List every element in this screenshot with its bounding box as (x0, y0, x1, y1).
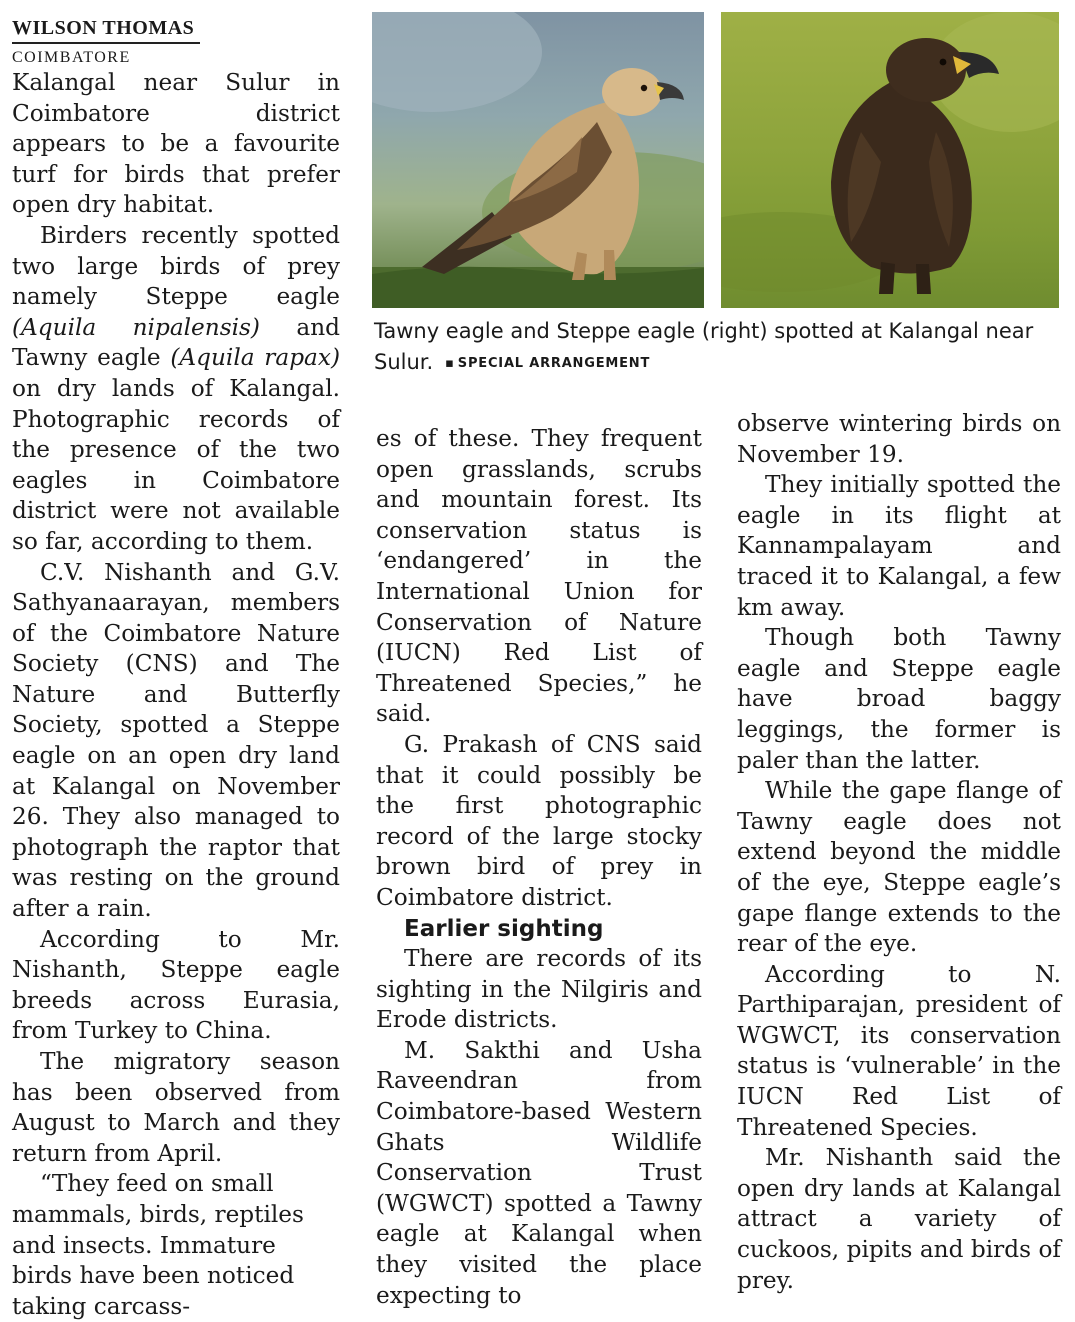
paragraph-migratory: The migratory season has been observed from August to March and they return from April. (12, 1048, 340, 1167)
paragraph-wintering: observe wintering birds on November 19. (737, 410, 1061, 468)
caption-text: Tawny eagle and Steppe eagle (right) spotted at Kalangal near Sulur. (374, 319, 1034, 374)
paragraph-wgwct: M. Sakthi and Usha Raveendran from Coimbatore-based Western Ghats Wildlife Conservation Trust (WGWCT) spotted a Tawny eagle at Kalangal when they visited the place expecting to (376, 1036, 702, 1309)
steppe-eagle-photo (721, 12, 1059, 308)
tawny-eagle-photo (372, 12, 704, 308)
paragraph-closing: Mr. Nishanth said the open dry lands at Kalangal attract a variety of cuckoos, pipits and birds of prey. (737, 1144, 1061, 1294)
paragraph-parthiparajan: According to N. Parthiparajan, president of WGWCT, its conservation status is ‘vulnerable’ in the IUCN Red List of Threatened Species. (737, 960, 1061, 1141)
tawny-eagle-illustration (372, 12, 704, 308)
dateline: COIMBATORE (12, 49, 131, 66)
scientific-name-tawny: (Aquila rapax) (170, 344, 341, 372)
byline-rule (12, 42, 200, 44)
text-span: on dry lands of Kalangal. Photographic records of the presence of the two eagles in Coimbatore district were not available so far, according to them. (12, 374, 340, 555)
author-name: WILSON THOMAS (12, 17, 195, 39)
paragraph-birders (12, 221, 340, 558)
paragraph-quote: “They feed on small mammals, birds, reptiles and insects. Immature birds have been noticed taking carcass- (12, 1170, 304, 1320)
paragraph-intro: Kalangal near Sulur in Coimbatore district appears to be a favourite turf for birds that prefer open dry habitat. (12, 69, 340, 219)
paragraph-flight: They initially spotted the eagle in its flight at Kannampalayam and traced it to Kalangal, a few km away. (737, 471, 1061, 621)
photo-caption (374, 316, 1064, 379)
photo-credit: ▪ SPECIAL ARRANGEMENT (445, 356, 650, 371)
text-span: Birders recently spotted two large birds of prey namely Steppe eagle (12, 221, 340, 311)
subheading: Earlier sighting (404, 915, 604, 942)
paragraph-prakash: G. Prakash of CNS said that it could possibly be the first photographic record of the large stocky brown bird of prey in Coimbatore district. (376, 730, 702, 911)
paragraph-members: C.V. Nishanth and G.V. Sathyanaarayan, members of the Coimbatore Nature Society (CNS) and The Nature and Butterfly Society, spotted a Steppe eagle on an open dry land at Kalangal on November 26. They also managed to photograph the raptor that was resting on the ground after a rain. (12, 558, 340, 923)
paragraph-records: There are records of its sighting in the Nilgiris and Erode districts. (376, 945, 702, 1034)
paragraph-leggings: Though both Tawny eagle and Steppe eagle have broad baggy leggings, the former is paler than the latter. (737, 624, 1061, 774)
text-span: and Tawny eagle (12, 313, 340, 372)
steppe-eagle-illustration (721, 12, 1059, 308)
article-column-1 (12, 68, 340, 1322)
article-column-3 (737, 409, 1061, 1296)
paragraph-continued: es of these. They frequent open grasslands, scrubs and mountain forest. Its conservation status is ‘endangered’ in the International Union for Conservation of Nature (IUCN) Red List of Threatened Species,” he said. (376, 425, 702, 728)
paragraph-gape-flange: While the gape flange of Tawny eagle does not extend beyond the middle of the eye, Steppe eagle’s gape flange extends to the rear of the eye. (737, 777, 1061, 958)
scientific-name-steppe: (Aquila nipalensis) (12, 313, 260, 341)
paragraph-breeds: According to Mr. Nishanth, Steppe eagle breeds across Eurasia, from Turkey to China. (12, 925, 340, 1045)
byline (12, 16, 342, 40)
article-column-2 (376, 424, 702, 1311)
